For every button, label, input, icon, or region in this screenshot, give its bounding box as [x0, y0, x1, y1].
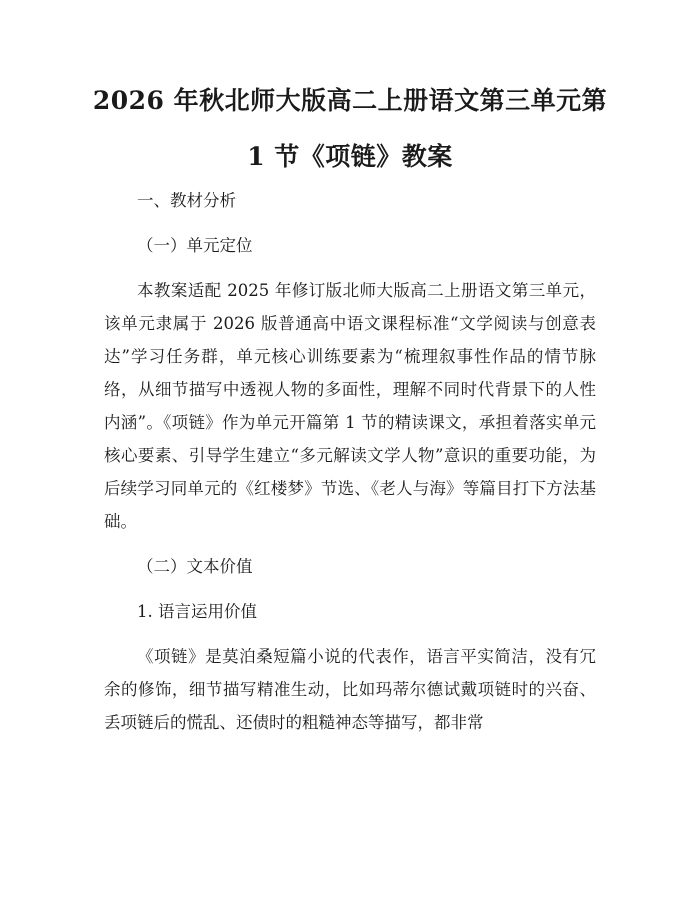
title-line-1: 2026 年秋北师大版高二上册语文第三单元第 [92, 86, 608, 115]
subsection-heading-unit-position: （一）单元定位 [137, 236, 253, 255]
paragraph-unit-position: 本教案适配 2025 年修订版北师大版高二上册语文第三单元，该单元隶属于 2026 版普通高中语文课程标准“文学阅读与创意表达”学习任务群，单元核心训练要素为“梳理叙事性作品的情节脉络，从细节描写中透视人物的多面性，理解不同时代背景下的人性内涵”。《项链》作为单元开篇第 1 节的精读课文，承担着落实单元核心要素、引导学生建立“多元解读文学人物”意识的重要功能，为后续学习同单元的《红楼梦》节选、《老人与海》等篇目打下方法基础。 [104, 281, 596, 531]
item-heading-language-value: 1. 语言运用价值 [137, 602, 257, 621]
subsection-heading-text-value: （二）文本价值 [137, 557, 253, 576]
paragraph-language-value: 《项链》是莫泊桑短篇小说的代表作，语言平实简洁，没有冗余的修饰，细节描写精准生动，比如玛蒂尔德试戴项链时的兴奋、丢项链后的慌乱、还债时的粗糙神态等描写，都非常 [104, 647, 596, 732]
document-title [80, 73, 620, 185]
title-line-2: 1 节《项链》教案 [247, 142, 453, 171]
section-heading-textbook-analysis: 一、教材分析 [137, 191, 236, 210]
document-body [104, 184, 596, 751]
